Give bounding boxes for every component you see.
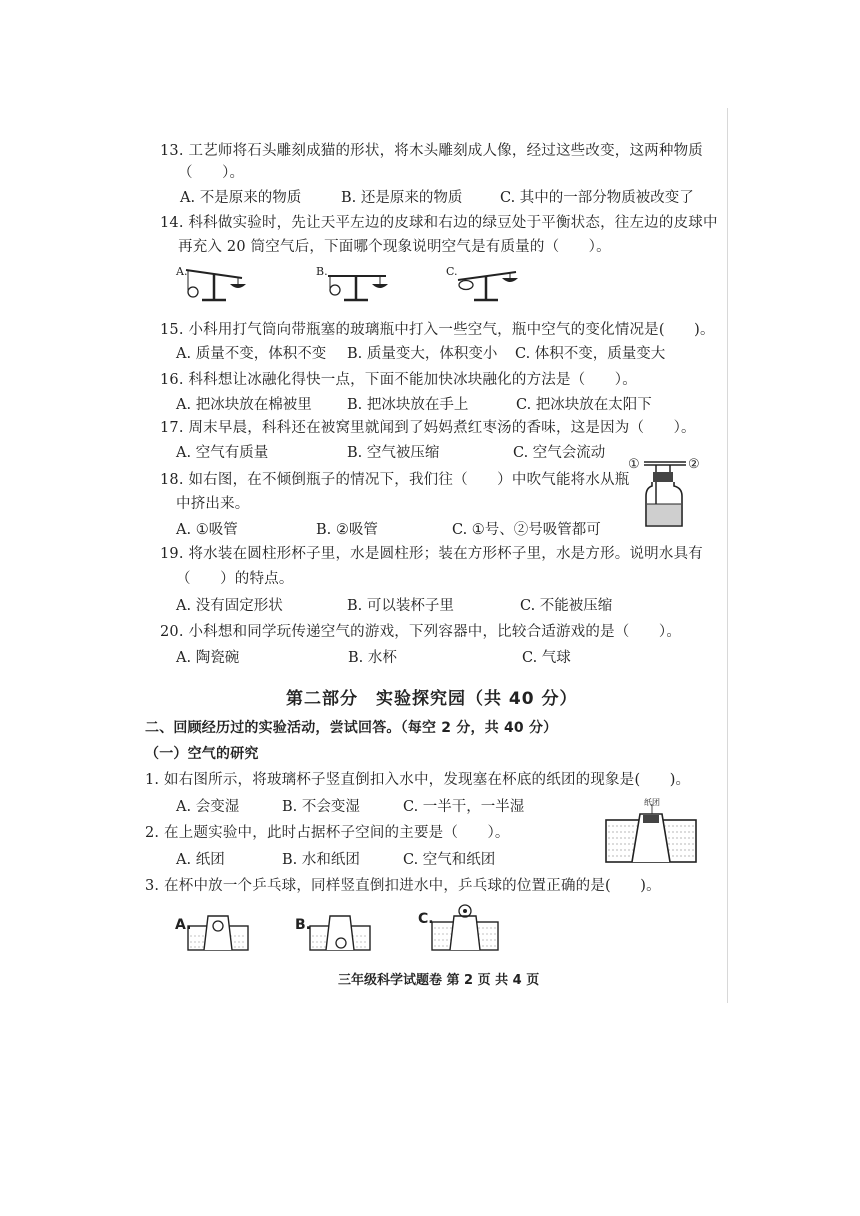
section-two-heading: 二、回顾经历过的实验活动，尝试回答。（每空 2 分，共 40 分） bbox=[145, 720, 558, 736]
page-footer: 三年级科学试题卷 第 2 页 共 4 页 bbox=[338, 973, 540, 988]
balance-b-figure bbox=[322, 262, 392, 304]
q18-stem-line1: 18. 如右图，在不倾倒瓶子的情况下，我们往（ ）中吹气能将水从瓶 bbox=[160, 472, 630, 488]
p2-stem: 2. 在上题实验中，此时占据杯子空间的主要是（ ）。 bbox=[145, 825, 510, 841]
p3-option-b-label: B. bbox=[295, 917, 311, 933]
q20-stem: 20. 小科想和同学玩传递空气的游戏，下列容器中，比较合适游戏的是（ ）。 bbox=[160, 624, 682, 640]
p2-option-a: A. 纸团 bbox=[176, 852, 225, 868]
p3-option-c-label: C. bbox=[418, 911, 434, 927]
p3-option-a-label: A. bbox=[175, 917, 192, 933]
p2-option-b: B. 水和纸团 bbox=[282, 852, 360, 868]
q19-stem-line1: 19. 将水装在圆柱形杯子里，水是圆柱形；装在方形杯子里，水是方形。说明水具有 bbox=[160, 546, 703, 562]
q18-option-c: C. ①号、②号吸管都可 bbox=[452, 522, 601, 538]
straw-2-label: ② bbox=[688, 457, 700, 472]
q19-option-b: B. 可以装杯子里 bbox=[347, 598, 454, 614]
q18-option-b: B. ②吸管 bbox=[316, 522, 378, 538]
pingpong-c-figure bbox=[430, 904, 502, 952]
q14-option-b-label: B. bbox=[316, 265, 328, 278]
q13-stem-line1: 13. 工艺师将石头雕刻成猫的形状，将木头雕刻成人像，经过这些改变，这两种物质 bbox=[160, 143, 703, 159]
q16-option-c: C. 把冰块放在太阳下 bbox=[516, 397, 652, 413]
q16-option-b: B. 把冰块放在手上 bbox=[347, 397, 469, 413]
pingpong-b-figure bbox=[308, 912, 372, 952]
q14-option-a-label: A. bbox=[176, 265, 188, 278]
p1-stem: 1. 如右图所示，将玻璃杯子竖直倒扣入水中，发现塞在杯底的纸团的现象是( )。 bbox=[145, 772, 691, 788]
q17-option-a: A. 空气有质量 bbox=[176, 445, 269, 461]
q19-stem-line2: （ ）的特点。 bbox=[176, 571, 294, 587]
paper-ball-label: 纸团 bbox=[644, 798, 660, 807]
q20-option-a: A. 陶瓷碗 bbox=[176, 650, 240, 666]
q15-option-c: C. 体积不变，质量变大 bbox=[515, 346, 666, 362]
q14-option-c-label: C. bbox=[446, 265, 458, 278]
q14-stem-line1: 14. 科科做实验时，先让天平左边的皮球和右边的绿豆处于平衡状态，往左边的皮球中 bbox=[160, 215, 718, 231]
q13-option-a: A. 不是原来的物质 bbox=[180, 190, 302, 206]
page-edge-line bbox=[727, 108, 728, 1003]
q18-option-a: A. ①吸管 bbox=[176, 522, 238, 538]
q16-stem: 16. 科科想让冰融化得快一点，下面不能加快冰块融化的方法是（ ）。 bbox=[160, 372, 637, 388]
q15-stem: 15. 小科用打气筒向带瓶塞的玻璃瓶中打入一些空气，瓶中空气的变化情况是( )。 bbox=[160, 322, 715, 338]
q18-stem-line2: 中挤出来。 bbox=[176, 496, 250, 512]
q15-option-b: B. 质量变大，体积变小 bbox=[347, 346, 498, 362]
straw-1-label: ① bbox=[628, 457, 640, 472]
p2-option-c: C. 空气和纸团 bbox=[403, 852, 496, 868]
q13-stem-line2: （ ）。 bbox=[178, 165, 245, 181]
air-research-subheading: （一）空气的研究 bbox=[145, 746, 259, 762]
pingpong-a-figure bbox=[186, 912, 250, 952]
q20-option-b: B. 水杯 bbox=[348, 650, 397, 666]
balance-c-figure bbox=[452, 262, 522, 304]
q17-option-c: C. 空气会流动 bbox=[513, 445, 606, 461]
q14-stem-line2: 再充入 20 筒空气后，下面哪个现象说明空气是有质量的（ ）。 bbox=[178, 239, 611, 255]
q19-option-a: A. 没有固定形状 bbox=[176, 598, 283, 614]
q17-stem: 17. 周末早晨，科科还在被窝里就闻到了妈妈煮红枣汤的香味，这是因为（ ）。 bbox=[160, 420, 696, 436]
q15-option-a: A. 质量不变，体积不变 bbox=[176, 346, 327, 362]
balance-a-figure bbox=[180, 262, 250, 304]
q20-option-c: C. 气球 bbox=[522, 650, 571, 666]
q19-option-c: C. 不能被压缩 bbox=[520, 598, 613, 614]
p1-option-c: C. 一半干，一半湿 bbox=[403, 799, 525, 815]
p1-option-b: B. 不会变湿 bbox=[282, 799, 360, 815]
q17-option-b: B. 空气被压缩 bbox=[347, 445, 440, 461]
q16-option-a: A. 把冰块放在棉被里 bbox=[176, 397, 312, 413]
p3-stem: 3. 在杯中放一个乒乓球，同样竖直倒扣进水中，乒乓球的位置正确的是( )。 bbox=[145, 878, 661, 894]
part-two-title: 第二部分 实验探究园（共 40 分） bbox=[286, 689, 578, 709]
q13-option-c: C. 其中的一部分物质被改变了 bbox=[500, 190, 694, 206]
p1-option-a: A. 会变湿 bbox=[176, 799, 240, 815]
q13-option-b: B. 还是原来的物质 bbox=[341, 190, 463, 206]
